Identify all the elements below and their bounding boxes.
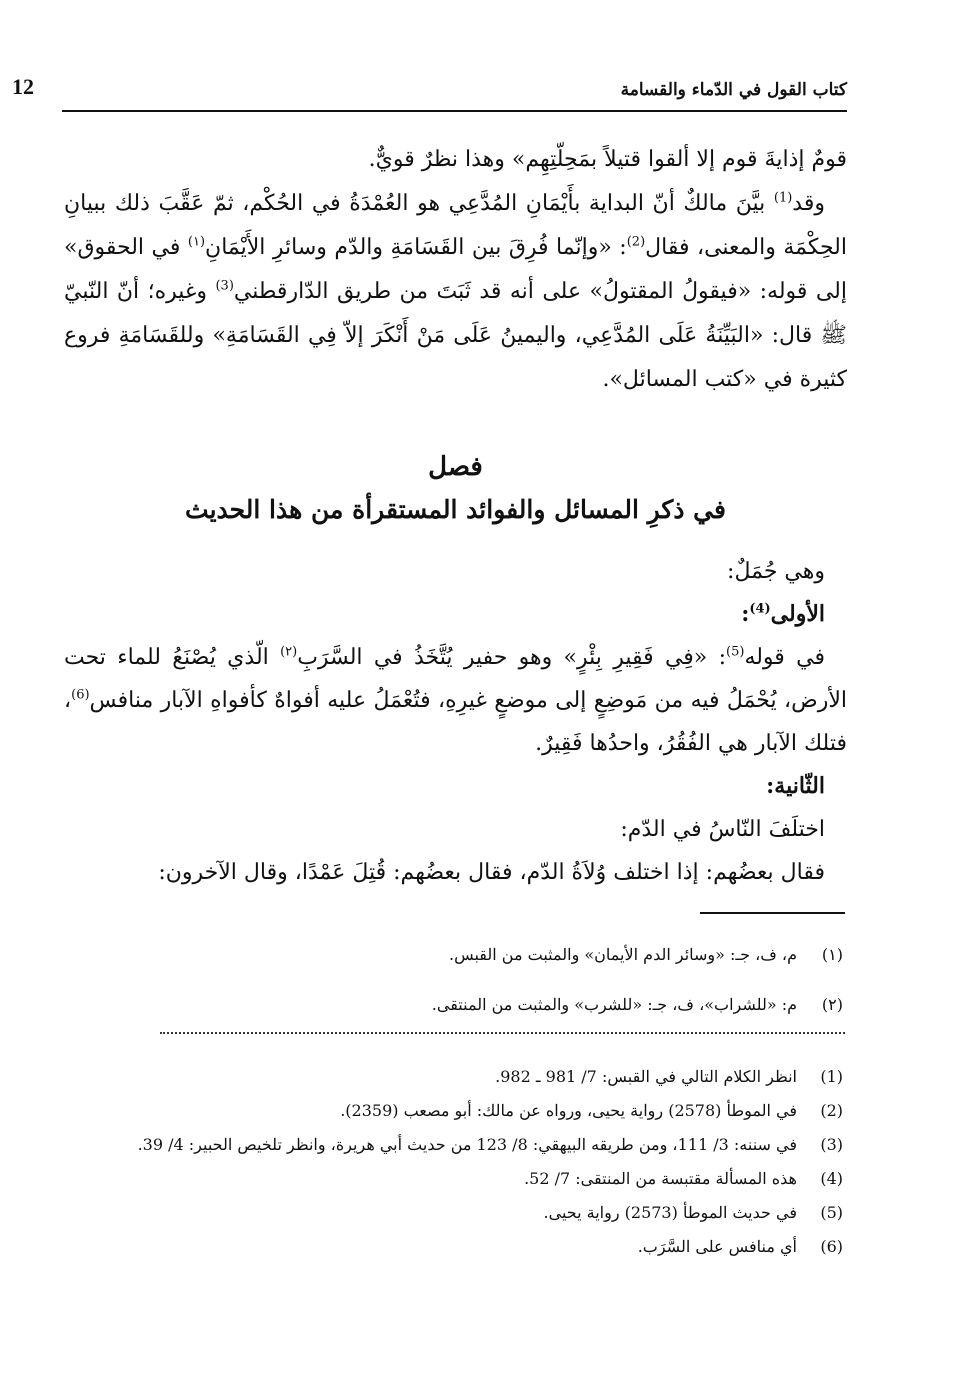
item-second-text-1: اختلَفَ النّاسُ في الدّم: xyxy=(620,817,825,842)
footnote-ref-2[interactable]: (2) xyxy=(626,234,646,250)
text-segment: : «وإنّما فُرِقَ بين القَسَامَةِ والدّم وسائرِ الأَيْمَانِ xyxy=(205,235,627,260)
footnote-number: (4) xyxy=(820,1169,843,1188)
text-segment: في قوله xyxy=(744,645,825,670)
footnotes-variants xyxy=(64,930,843,1030)
footnote-ref-4[interactable]: (4) xyxy=(749,601,771,617)
text-segment: الّذي يُصْنَعُ للماء تحت الأرض، يُحْمَلُ فيه من مَوضِعٍ إلى موضعٍ غيرِهِ، فتُعْمَلُ عليه أفواهٌ كأفواهِ الآبار منافس xyxy=(64,645,847,713)
footnote-item xyxy=(64,930,843,980)
footnote-item xyxy=(64,980,843,1030)
footnote-text: هذه المسألة مقتبسة من المنتقى: 7/ 52. xyxy=(524,1169,797,1188)
text-segment: ، فتلك الآبار هي الفُقُرُ، واحدُها فَقِيرٌ. xyxy=(64,688,847,756)
text-segment: بيَّنَ مالكٌ أنّ البداية بأَيْمَانِ المُدَّعِي هو العُمْدَةُ في الحُكْم، ثمّ عَقَّبَ ذلك ببيانِ الحِكْمَة والمعنى، فقال xyxy=(64,191,848,260)
label-text: الأولى xyxy=(770,601,825,627)
footnote-item xyxy=(64,1094,843,1128)
footnote-number: (1) xyxy=(820,1067,843,1086)
footnote-text: م، ف، جـ: «وسائر الدم الأيمان» والمثبت من القبس. xyxy=(448,945,797,964)
item-second-text-2: فقال بعضُهم: إذا اختلف وُلاَةُ الدّم، فقال بعضُهم: قُتِلَ عَمْدًا، وقال الآخرون: xyxy=(158,860,825,885)
footnote-item xyxy=(64,1162,843,1196)
text-segment: وغيره؛ أنّ النّبيّ ﷺ قال: «البَيِّنَةُ عَلَى المُدَّعِي، واليمينُ عَلَى مَنْ أَنْكَرَ إلاّ فِي القَسَامَةِ» وللقَسَامَةِ فروع كثيرة في «كتب المسائل». xyxy=(64,279,847,392)
footnote-item xyxy=(64,1230,843,1264)
footnote-number: (2) xyxy=(820,1101,843,1120)
footnotes-references xyxy=(64,1060,843,1264)
footnote-ref-6[interactable]: (6) xyxy=(71,687,90,703)
footnote-text: في الموطأ (2578) رواية يحيى، ورواه عن مالك: أبو مصعب (2359). xyxy=(340,1101,797,1120)
section-heading xyxy=(64,444,847,530)
section-intro: وهي جُمَلٌ: xyxy=(727,559,825,584)
footnote-dotted-divider xyxy=(160,1032,845,1034)
section-subtitle: في ذكرِ المسائل والفوائد المستقرأة من هذا الحديث xyxy=(185,495,726,524)
section-body xyxy=(64,550,847,894)
intro-paragraph-2 xyxy=(64,182,847,402)
item-first-text xyxy=(64,636,847,765)
text-segment: : «فِي فَقِيرِ بِئْرٍ» وهو حفير يُتَّخَذُ في السَّرَبِ xyxy=(297,645,726,670)
footnote-number: (١) xyxy=(821,945,843,964)
footnote-number: (5) xyxy=(820,1203,843,1222)
footnote-number: (٢) xyxy=(821,995,843,1014)
footnote-item xyxy=(64,1060,843,1094)
footnote-ref-1[interactable]: (1) xyxy=(773,190,793,206)
footnote-number: (6) xyxy=(820,1237,843,1256)
footnote-item xyxy=(64,1128,843,1162)
footnote-ref-5[interactable]: (5) xyxy=(726,644,745,660)
book-title: كتاب القول في الدّماء والقسامة xyxy=(620,80,847,100)
footnote-ref-3[interactable]: (3) xyxy=(215,278,234,294)
footnote-text: في حديث الموطأ (2573) رواية يحيى. xyxy=(543,1203,797,1222)
item-first-label xyxy=(64,593,847,636)
page-number: 12 xyxy=(12,74,34,99)
footnote-ref-ba[interactable]: (٢) xyxy=(280,644,298,660)
label-colon: : xyxy=(741,601,750,627)
footnote-number: (3) xyxy=(820,1135,843,1154)
intro-text xyxy=(64,138,847,402)
text-segment: في الحقوق» إلى قوله: «فيقولُ المقتولُ» على أنه قد ثَبَتَ من طريق الدّارقطني xyxy=(64,235,848,304)
footnote-ref-alef[interactable]: (١) xyxy=(187,234,206,250)
item-second-label: الثّانية: xyxy=(766,773,825,799)
footnote-divider xyxy=(700,912,845,914)
footnote-text: انظر الكلام التالي في القبس: 7/ 981 ـ 982. xyxy=(495,1067,797,1086)
running-header xyxy=(12,74,847,112)
footnote-text: أي منافس على السَّرَب. xyxy=(637,1237,797,1256)
text-segment: وقد xyxy=(792,191,825,216)
section-title: فصل xyxy=(428,452,483,482)
footnote-text: م: «للشراب»، ف، جـ: «للشرب» والمثبت من المنتقى. xyxy=(431,995,797,1014)
intro-paragraph-1: قومٌ إذايةَ قوم إلا ألقوا قتيلاً بمَحِلّتِهِم» وهذا نظرٌ قويٌّ. xyxy=(368,147,847,172)
footnote-text: في سننه: 3/ 111، ومن طريقه البيهقي: 8/ 123 من حديث أبي هريرة، وانظر تلخيص الحبير: 4/ 39. xyxy=(137,1135,797,1154)
footnote-item xyxy=(64,1196,843,1230)
